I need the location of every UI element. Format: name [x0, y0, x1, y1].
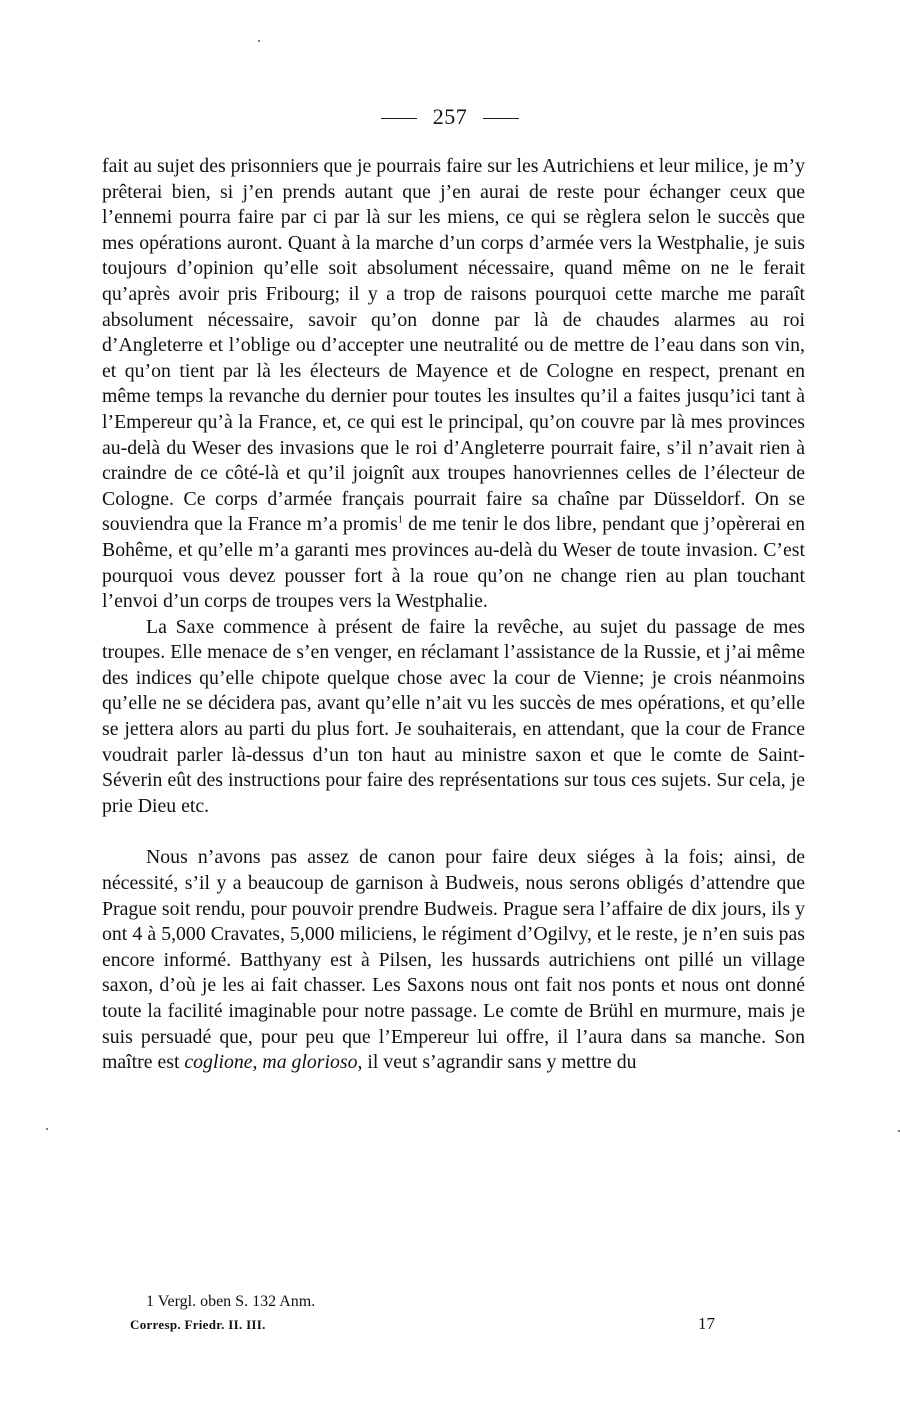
source-line: Corresp. Friedr. II. III.	[130, 1317, 266, 1332]
paragraph-3-separator: ,	[252, 1051, 263, 1074]
header-dash-left	[381, 118, 417, 119]
header-dash-right	[483, 118, 519, 119]
paragraph-1-continuation: de me tenir le dos libre, pendant que j’opèrerai en Bohême, et qu’elle m’a garanti mes provinces au-delà du Weser de toute invasion. C’est pourquoi vous devez pousser fort à la roue qu’on ne change rien au plan touchant l’envoi d’un corps de troupes vers la Westphalie.	[102, 513, 805, 613]
section-gap	[102, 819, 805, 845]
paragraph-3	[102, 845, 805, 1075]
paragraph-1-text: fait au sujet des prisonniers que je pourrais faire sur les Autrichiens et leur milice, je m’y prêterai bien, si j’en prends autant que j’en aurai de reste pour échanger ceux que l’ennemi pourra faire par ci par là sur les miens, ce qui se règlera selon le succès que mes opérations auront. Quant à la marche d’un corps d’armée vers la Westphalie, je suis toujours d’opinion qu’elle soit absolument nécessaire, quand même on ne le ferait qu’après avoir pris Fribourg; il y a trop de raisons pourquoi cette marche me paraît absolument nécessaire, savoir qu’on donne par là de chaudes alarmes au roi d’Angleterre et l’oblige ou d’accepter une neutralité ou de mettre de l’eau dans son vin, et qu’on tient par là les électeurs de Mayence et de Cologne en respect, prenant en même temps la revanche du dernier pour toutes les insultes qu’il a faites jusqu’ici tant à l’Empereur qu’à la France, et, ce qui est le principal, qu’on couvre par là mes provinces au-delà du Weser des invasions que le roi d’Angleterre pourrait faire, s’il n’avait rien à craindre de ce côté-là et qu’il joignît aux troupes hanovriennes celles de l’électeur de Cologne. Ce corps d’armée français pourrait faire sa chaîne par Düsseldorf. On se souviendra que la France m’a promis	[102, 155, 805, 536]
paragraph-1	[102, 154, 805, 615]
scan-speck	[46, 1128, 48, 1130]
footnote	[146, 1292, 315, 1312]
paragraph-3-continuation: , il veut s’agrandir sans y mettre du	[357, 1051, 637, 1074]
footnote-marker: 1	[146, 1293, 154, 1310]
body-text	[102, 154, 805, 1076]
paragraph-3-text: Nous n’avons pas assez de canon pour faire deux siéges à la fois; ainsi, de nécessité, s’il y a beaucoup de garnison à Budweis, nous serons obligés d’attendre que Prague soit rendu, pour pouvoir prendre Budweis. Prague sera l’affaire de dix jours, ils y ont 4 à 5,000 Cravates, 5,000 miliciens, le régiment d’Ogilvy, et le reste, je n’en suis pas encore informé. Batthyany est à Pilsen, les hussards autrichiens ont pillé un village saxon, d’où je les ai fait chasser. Les Saxons nous ont fait nos ponts et nous ont donné toute la facilité imaginable pour notre passage. Le comte de Brühl en murmure, mais je suis persuadé que, pour peu que l’Empereur lui offre, il l’aura dans sa manche. Son maître est	[102, 846, 805, 1074]
footnote-reference: 1	[397, 514, 403, 526]
scan-speck	[258, 40, 260, 42]
paragraph-2: La Saxe commence à présent de faire la revêche, au sujet du passage de mes troupes. Elle menace de s’en venger, en réclamant l’assistance de la Russie, et j’ai même des indices qu’elle chipote quelque chose avec la cour de Vienne; je crois néanmoins qu’elle ne se décidera pas, avant qu’elle n’ait vu les succès de mes opérations, et qu’elle se jettera alors au parti du plus fort. Je souhaiterais, en attendant, que la cour de France voudrait parler là-dessus d’un ton haut au ministre saxon et que le comte de Saint-Séverin eût des instructions pour faire des représentations sur tous ces sujets. Sur cela, je prie Dieu etc.	[102, 615, 805, 817]
italic-ma-glorioso: ma glorioso	[262, 1051, 358, 1074]
page-number: 257	[432, 104, 468, 129]
page-header	[0, 104, 900, 130]
footnote-text: Vergl. oben S. 132 Anm.	[154, 1293, 316, 1310]
italic-coglione: coglione	[184, 1051, 253, 1074]
signature-mark: 17	[698, 1314, 715, 1333]
